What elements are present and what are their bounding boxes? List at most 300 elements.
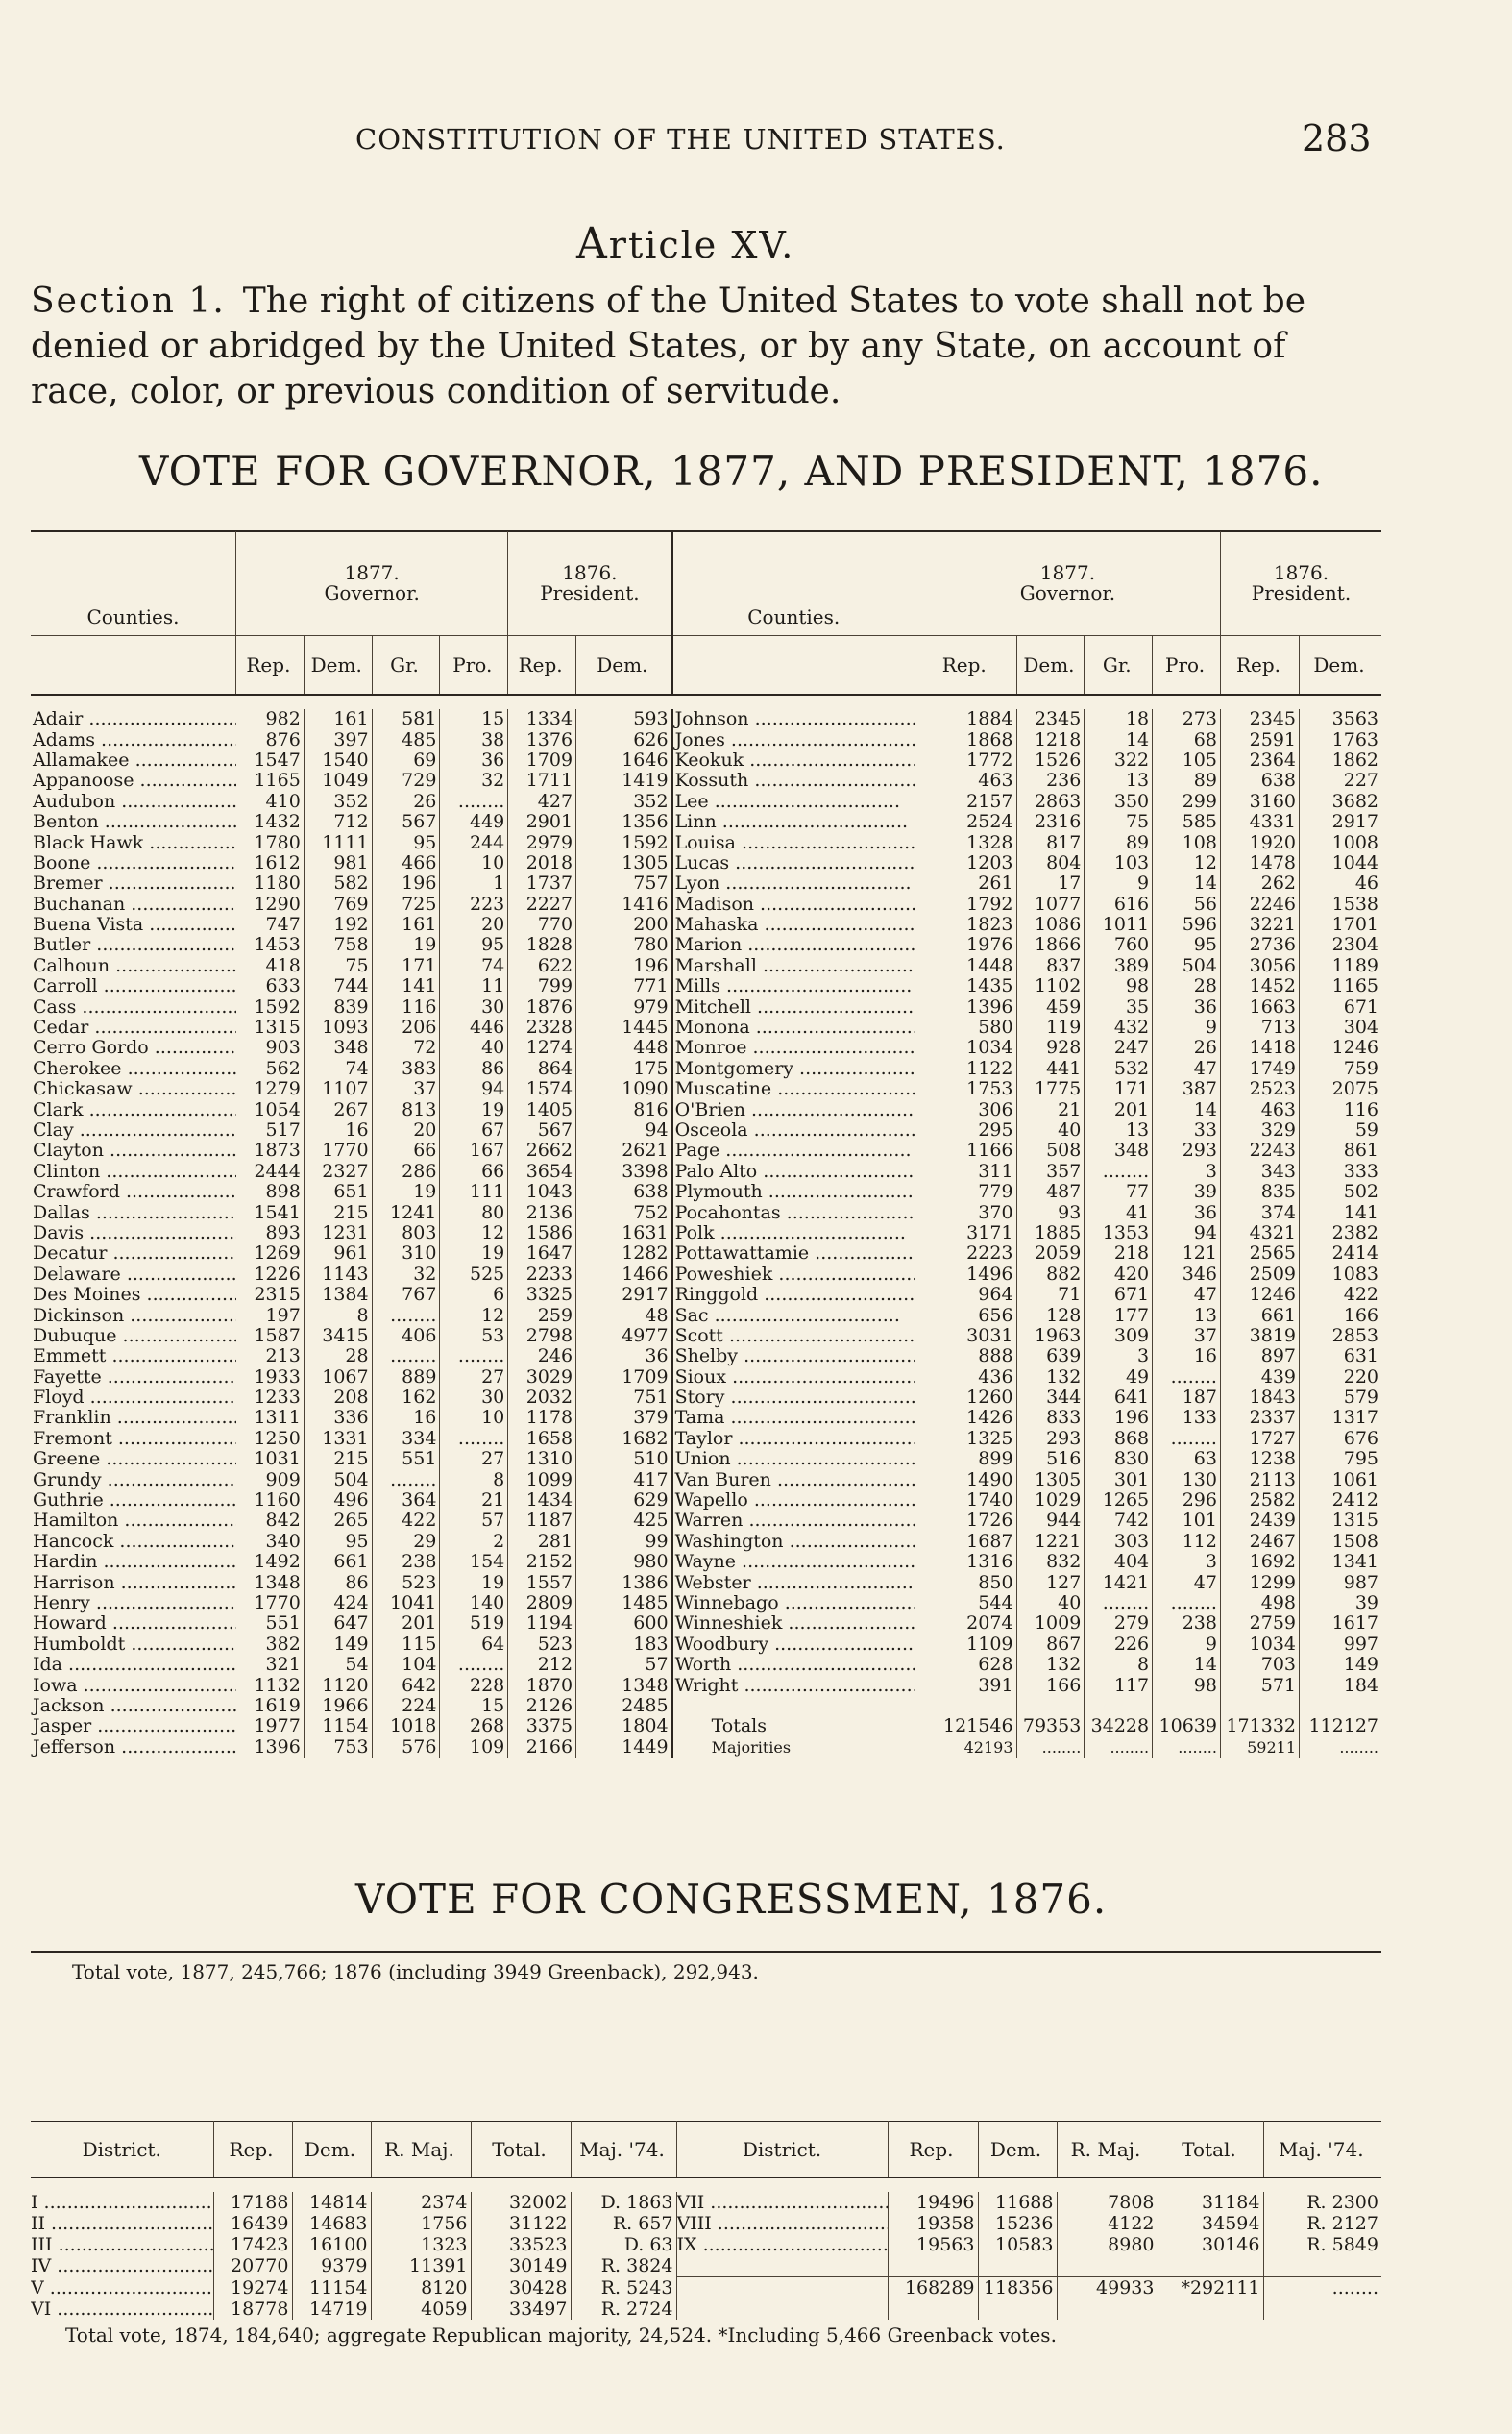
county-name: Emmett ..... (31, 1346, 236, 1366)
vote-cell: 1334 (508, 709, 576, 729)
vote-cell: 888 (915, 1346, 1016, 1366)
vote-cell: 28 (1153, 976, 1221, 996)
counties-blank (672, 636, 915, 696)
vote-cell: 964 (915, 1285, 1016, 1305)
vote-cell: 420 (1085, 1265, 1153, 1285)
vote-cell: 321 (236, 1655, 305, 1675)
county-name: Hardin ..... (31, 1552, 236, 1572)
vote-cell: 3160 (1220, 792, 1299, 812)
column-header: Dem. (978, 2122, 1057, 2178)
vote-cell: 1418 (1220, 1038, 1299, 1058)
vote-cell: 432 (1085, 1018, 1153, 1038)
vote-cell: ........ (440, 792, 508, 812)
vote-cell: 2809 (508, 1593, 576, 1613)
vote-cell: 1396 (236, 1737, 305, 1758)
section-text: The right of citizens of the United States to vote shall not be denied or abridged by the United States, or by any State, on account of race, color, or previous condition of servitude. (31, 282, 1305, 411)
vote-cell: 19 (372, 935, 440, 955)
vote-cell: 2136 (508, 1202, 576, 1222)
vote-cell: 1485 (576, 1593, 672, 1613)
column-header: Maj. '74. (571, 2122, 676, 2178)
vote-cell: 839 (304, 996, 372, 1017)
vote-cell: 3325 (508, 1285, 576, 1305)
vote-cell: 1920 (1220, 832, 1299, 852)
vote-cell: 47 (1153, 1059, 1221, 1079)
table-row (31, 792, 1381, 812)
vote-cell: 16 (372, 1408, 440, 1428)
vote-cell: 571 (1220, 1675, 1299, 1695)
vote-cell: 898 (236, 1182, 305, 1202)
table-row (31, 1675, 1381, 1695)
vote-cell: R. 2300 (1306, 2192, 1378, 2213)
vote-cell: 1933 (236, 1367, 305, 1388)
vote-cell: 387 (1153, 1079, 1221, 1099)
county-name: Linn ..... (672, 812, 915, 832)
vote-cell: 1435 (915, 976, 1016, 996)
group-header-president (508, 531, 672, 636)
vote-cell: 111 (440, 1182, 508, 1202)
table-row (31, 1059, 1381, 1079)
vote-cell: 296 (1153, 1490, 1221, 1511)
vote-cell: 98 (1153, 1675, 1221, 1695)
vote-cell: 1226 (236, 1265, 305, 1285)
vote-cell (1263, 2255, 1381, 2277)
vote-cell: 1526 (1016, 750, 1085, 771)
vote-cell: 74 (440, 956, 508, 976)
group-label: President. (540, 581, 640, 604)
vote-cell: 3031 (915, 1326, 1016, 1346)
vote-cell: 13 (1153, 1305, 1221, 1325)
vote-cell: 2316 (1016, 812, 1085, 832)
vote-cell: 1260 (915, 1388, 1016, 1408)
vote-cell: 262 (1220, 873, 1299, 894)
vote-cell: 201 (1085, 1099, 1153, 1119)
vote-cell: 196 (1085, 1408, 1153, 1428)
vote-cell (1057, 2255, 1158, 2277)
vote-cell: 1218 (1016, 729, 1085, 750)
vote-cell: 1828 (508, 935, 576, 955)
table-row (31, 1388, 1381, 1408)
vote-cell: 9 (1085, 873, 1153, 894)
table-row (31, 915, 1381, 935)
vote-cell: 197 (236, 1305, 305, 1325)
vote-cell: 329 (1220, 1120, 1299, 1141)
vote-cell: 1102 (1016, 976, 1085, 996)
vote-cell: 1496 (915, 1265, 1016, 1285)
vote-cell: 3563 (1331, 709, 1378, 730)
vote-cell: 2032 (508, 1388, 576, 1408)
vote-cell: ........ (372, 1469, 440, 1489)
vote-cell: 567 (372, 812, 440, 832)
vote-cell: 3398 (576, 1162, 672, 1182)
county-name: Woodbury ..... (672, 1635, 915, 1655)
vote-cell: 14 (1153, 1655, 1221, 1675)
county-name: Polk ..... (672, 1223, 915, 1243)
totals-cell: 10639 (1153, 1716, 1221, 1736)
vote-cell: 17 (1016, 873, 1085, 894)
column-header: Gr. (372, 636, 440, 696)
vote-cell: 63 (1153, 1449, 1221, 1469)
vote-cell: 1034 (915, 1038, 1016, 1058)
vote-cell: 2157 (915, 792, 1016, 812)
vote-cell: 39 (1153, 1182, 1221, 1202)
totals-cell: 34228 (1085, 1716, 1153, 1736)
county-name: Washington ..... (672, 1532, 915, 1552)
vote-cell: 1709 (576, 1367, 672, 1388)
vote-cell: 2337 (1220, 1408, 1299, 1428)
county-name: Audubon ..... (31, 792, 236, 812)
table-row (31, 1223, 1381, 1243)
vote-cell: 1041 (372, 1593, 440, 1613)
county-name: Sioux ..... (672, 1367, 915, 1388)
vote-cell: 404 (1085, 1552, 1153, 1572)
vote-cell: 1449 (576, 1737, 672, 1758)
vote-cell: 629 (576, 1490, 672, 1511)
vote-cell: 127 (1016, 1572, 1085, 1592)
table-row (31, 771, 1381, 791)
county-name: Dickinson ..... (31, 1305, 236, 1325)
county-name: Ida ..... (31, 1655, 236, 1675)
vote-cell: 8120 (371, 2277, 471, 2299)
county-name: Davis ..... (31, 1223, 236, 1243)
vote-cell: 2126 (508, 1696, 576, 1716)
county-name: Bremer ..... (31, 873, 236, 894)
vote-cell: 633 (236, 976, 305, 996)
vote-cell: 1241 (372, 1202, 440, 1222)
vote-cell: 208 (304, 1388, 372, 1408)
vote-cell: 1305 (1016, 1469, 1085, 1489)
vote-cell: 206 (372, 1018, 440, 1038)
vote-cell: 14683 (292, 2213, 371, 2234)
county-name: Montgomery ..... (672, 1059, 915, 1079)
vote-cell: 780 (576, 935, 672, 955)
vote-cell: 751 (576, 1388, 672, 1408)
vote-cell: 196 (372, 873, 440, 894)
vote-cell: 67 (440, 1120, 508, 1141)
vote-cell: 11688 (978, 2192, 1057, 2213)
vote-cell: 1187 (508, 1511, 576, 1531)
county-name: Lyon ..... (672, 873, 915, 894)
county-name: Adams ..... (31, 729, 236, 750)
vote-cell: 11391 (371, 2255, 471, 2277)
vote-cell: 779 (915, 1182, 1016, 1202)
vote-cell: 1405 (508, 1099, 576, 1119)
vote-cell: 397 (304, 729, 372, 750)
group-label: Governor. (324, 581, 420, 604)
vote-cell: 463 (1220, 1099, 1299, 1119)
vote-cell: 1166 (915, 1141, 1016, 1161)
vote-cell: 47 (1153, 1572, 1221, 1592)
vote-cell: 703 (1220, 1655, 1299, 1675)
vote-cell: 585 (1153, 812, 1221, 832)
vote-cell: 1348 (576, 1675, 672, 1695)
vote-cell: 94 (576, 1120, 672, 1141)
vote-cell: 1453 (236, 935, 305, 955)
vote-cell: 2979 (508, 832, 576, 852)
vote-cell: 795 (1343, 1449, 1378, 1470)
county-name: Fayette ..... (31, 1367, 236, 1388)
vote-cell: 1279 (236, 1079, 305, 1099)
county-name: Fremont ..... (31, 1429, 236, 1449)
vote-cell: 893 (236, 1223, 305, 1243)
vote-cell: 2382 (1331, 1222, 1378, 1243)
vote-cell: 661 (304, 1552, 372, 1572)
vote-cell: 352 (304, 792, 372, 812)
table-row (31, 1408, 1381, 1428)
vote-cell: 36 (576, 1346, 672, 1366)
totals-label: Totals (711, 1716, 767, 1737)
totals-cell: 112127 (1308, 1716, 1378, 1737)
vote-cell: 322 (1085, 750, 1153, 771)
vote-cell: 57 (440, 1511, 508, 1531)
vote-cell: 2798 (508, 1326, 576, 1346)
vote-cell: 2523 (1220, 1079, 1299, 1099)
vote-cell: 340 (236, 1532, 305, 1552)
vote-cell: 1574 (508, 1079, 576, 1099)
county-name: Palo Alto ..... (672, 1162, 915, 1182)
vote-cell: 1269 (236, 1243, 305, 1264)
county-name: O'Brien ..... (672, 1099, 915, 1119)
vote-cell: 37 (372, 1079, 440, 1099)
vote-cell: 1290 (236, 895, 305, 915)
vote-cell: 1107 (304, 1079, 372, 1099)
vote-cell: 713 (1220, 1018, 1299, 1038)
county-name: Clinton ..... (31, 1162, 236, 1182)
vote-cell: 1775 (1016, 1079, 1085, 1099)
vote-cell: 487 (1016, 1182, 1085, 1202)
table-row (31, 1243, 1381, 1264)
vote-cell: 27 (440, 1367, 508, 1388)
table-row (31, 1326, 1381, 1346)
vote-cell: 1763 (1331, 729, 1378, 750)
vote-cell: 40 (1016, 1593, 1085, 1613)
column-header: R. Maj. (371, 2122, 471, 2178)
vote-cell: 162 (372, 1388, 440, 1408)
vote-cell: 1122 (915, 1059, 1016, 1079)
table-row (31, 1490, 1381, 1511)
vote-cell: 551 (372, 1449, 440, 1469)
vote-cell: 223 (440, 895, 508, 915)
vote-cell: 357 (1016, 1162, 1085, 1182)
vote-cell: 2509 (1220, 1265, 1299, 1285)
vote-cell: 1353 (1085, 1223, 1153, 1243)
vote-cell: 352 (576, 792, 672, 812)
vote-cell: 10 (440, 853, 508, 873)
counties-blank (31, 636, 236, 696)
vote-cell: 671 (1343, 996, 1378, 1018)
vote-cell: 30428 (471, 2277, 571, 2299)
vote-cell: 1508 (1331, 1531, 1378, 1552)
vote-cell: 364 (372, 1490, 440, 1511)
vote-cell: 2917 (1331, 811, 1378, 833)
county-name: Mahaska ..... (672, 915, 915, 935)
county-name: Iowa ..... (31, 1675, 236, 1695)
district-row (31, 2192, 1381, 2213)
table-row (31, 1593, 1381, 1613)
group-label: 1877. (344, 561, 400, 584)
county-name: Hamilton ..... (31, 1511, 236, 1531)
vote-cell: 410 (236, 792, 305, 812)
vote-cell: 267 (304, 1099, 372, 1119)
vote-cell: 59 (1354, 1119, 1378, 1141)
governor-table-title: VOTE FOR GOVERNOR, 1877, AND PRESIDENT, 1876. (139, 448, 1324, 495)
vote-cell: 463 (915, 771, 1016, 791)
table-row (31, 996, 1381, 1017)
vote-cell: 903 (236, 1038, 305, 1058)
vote-cell: 215 (304, 1449, 372, 1469)
county-name: Winnebago ..... (672, 1593, 915, 1613)
majorities-cell: 59211 (1220, 1737, 1299, 1758)
vote-cell: 14814 (292, 2192, 371, 2213)
vote-cell: 14719 (292, 2299, 371, 2320)
vote-cell: 502 (1343, 1181, 1378, 1203)
table-row (31, 873, 1381, 894)
vote-cell: 1386 (576, 1572, 672, 1592)
vote-cell: 1043 (508, 1182, 576, 1202)
county-name: Grundy ..... (31, 1469, 236, 1489)
vote-cell: 496 (304, 1490, 372, 1511)
group-label: President. (1251, 581, 1352, 604)
vote-cell: 576 (372, 1737, 440, 1758)
table-row (31, 1655, 1381, 1675)
vote-cell: 74 (304, 1059, 372, 1079)
vote-cell: 1310 (508, 1449, 576, 1469)
vote-cell: 212 (508, 1655, 576, 1675)
county-name: Guthrie ..... (31, 1490, 236, 1511)
vote-cell: 19 (440, 1243, 508, 1264)
vote-cell: 167 (440, 1141, 508, 1161)
county-name: Appanoose ..... (31, 771, 236, 791)
vote-cell: 2412 (1331, 1489, 1378, 1512)
vote-cell: 1029 (1016, 1490, 1085, 1511)
county-name: Jackson ..... (31, 1696, 236, 1716)
county-name: Buchanan ..... (31, 895, 236, 915)
vote-cell: 899 (915, 1449, 1016, 1469)
vote-cell: 616 (1085, 895, 1153, 915)
vote-cell: 582 (304, 873, 372, 894)
vote-cell: 1143 (304, 1265, 372, 1285)
vote-cell: 712 (304, 812, 372, 832)
county-name: Boone ..... (31, 853, 236, 873)
vote-cell: 1466 (576, 1265, 672, 1285)
column-header: Dem. (576, 636, 672, 696)
vote-cell: 8 (440, 1469, 508, 1489)
vote-cell: 1231 (304, 1223, 372, 1243)
vote-cell: ........ (440, 1655, 508, 1675)
page-number: 283 (1302, 117, 1372, 160)
vote-cell: 3 (1153, 1162, 1221, 1182)
vote-cell: 19274 (213, 2277, 292, 2299)
vote-cell: 295 (915, 1120, 1016, 1141)
vote-cell: 2243 (1220, 1141, 1299, 1161)
district-name (676, 2299, 888, 2320)
vote-cell: 19 (440, 1572, 508, 1592)
vote-cell: 2853 (1331, 1325, 1378, 1346)
vote-cell: 77 (1085, 1182, 1153, 1202)
header-spacer (31, 2178, 1381, 2193)
vote-cell: 2621 (576, 1141, 672, 1161)
vote-cell: 10 (440, 1408, 508, 1428)
vote-cell: 196 (576, 956, 672, 976)
vote-cell: 286 (372, 1162, 440, 1182)
vote-cell: 220 (1343, 1366, 1378, 1388)
vote-cell: 868 (1085, 1429, 1153, 1449)
county-name: Clark ..... (31, 1099, 236, 1119)
totals-cell: 79353 (1016, 1716, 1085, 1736)
vote-cell: 767 (372, 1285, 440, 1305)
vote-cell: 744 (304, 976, 372, 996)
vote-cell: 1238 (1220, 1449, 1299, 1469)
vote-cell (978, 2255, 1057, 2277)
vote-cell: 37 (1153, 1326, 1221, 1346)
vote-cell: 265 (304, 1511, 372, 1531)
table-row (31, 1346, 1381, 1366)
vote-cell: 53 (440, 1326, 508, 1346)
vote-cell: 30149 (471, 2255, 571, 2277)
county-name: Marion ..... (672, 935, 915, 955)
congress-footnote: Total vote, 1874, 184,640; aggregate Republican majority, 24,524. *Including 5,466 Greenback votes. (65, 2323, 1057, 2347)
vote-cell: 1203 (915, 853, 1016, 873)
vote-cell: 68 (1153, 729, 1221, 750)
vote-cell: 647 (304, 1613, 372, 1634)
vote-cell: 89 (1085, 832, 1153, 852)
vote-cell: 1311 (236, 1408, 305, 1428)
vote-cell: 20 (372, 1120, 440, 1141)
table-row (31, 729, 1381, 750)
vote-cell: 803 (372, 1223, 440, 1243)
vote-cell: 200 (576, 915, 672, 935)
vote-cell: 837 (1016, 956, 1085, 976)
vote-cell: 238 (1153, 1613, 1221, 1634)
vote-cell: 757 (576, 873, 672, 894)
county-name: Delaware ..... (31, 1265, 236, 1285)
county-name: Pocahontas ..... (672, 1202, 915, 1222)
vote-cell: 116 (1343, 1099, 1378, 1120)
vote-cell: 1538 (1331, 894, 1378, 915)
group-label: Governor. (1019, 581, 1116, 604)
vote-cell: 2439 (1220, 1511, 1299, 1531)
county-name: Dubuque ..... (31, 1326, 236, 1346)
district-name: II ..... (31, 2213, 213, 2234)
vote-cell: 466 (372, 853, 440, 873)
county-name: Chickasaw ..... (31, 1079, 236, 1099)
district-name: VII ..... (676, 2192, 888, 2213)
vote-cell: 66 (440, 1162, 508, 1182)
county-name: Clay ..... (31, 1120, 236, 1141)
vote-cell: 32002 (471, 2192, 571, 2213)
vote-cell: 406 (372, 1326, 440, 1346)
vote-cell: 1093 (304, 1018, 372, 1038)
vote-cell: 1246 (1331, 1038, 1378, 1059)
vote-cell: 168289 (888, 2277, 978, 2299)
vote-cell: 1221 (1016, 1532, 1085, 1552)
vote-cell: 311 (915, 1162, 1016, 1182)
vote-cell: 94 (440, 1079, 508, 1099)
county-name: Jefferson ..... (31, 1737, 236, 1758)
vote-cell: 12 (440, 1305, 508, 1325)
vote-cell: 1452 (1220, 976, 1299, 996)
vote-cell: 1077 (1016, 895, 1085, 915)
vote-cell: 117 (1085, 1675, 1153, 1695)
vote-cell: 1711 (508, 771, 576, 791)
vote-cell: 1647 (508, 1243, 576, 1264)
vote-cell: 36 (1153, 996, 1221, 1017)
vote-cell: 161 (304, 709, 372, 729)
vote-cell: R. 2724 (571, 2299, 676, 2320)
vote-cell: 1612 (236, 853, 305, 873)
vote-cell: 166 (1016, 1675, 1085, 1695)
county-name: Dallas ..... (31, 1202, 236, 1222)
county-name: Cedar ..... (31, 1018, 236, 1038)
